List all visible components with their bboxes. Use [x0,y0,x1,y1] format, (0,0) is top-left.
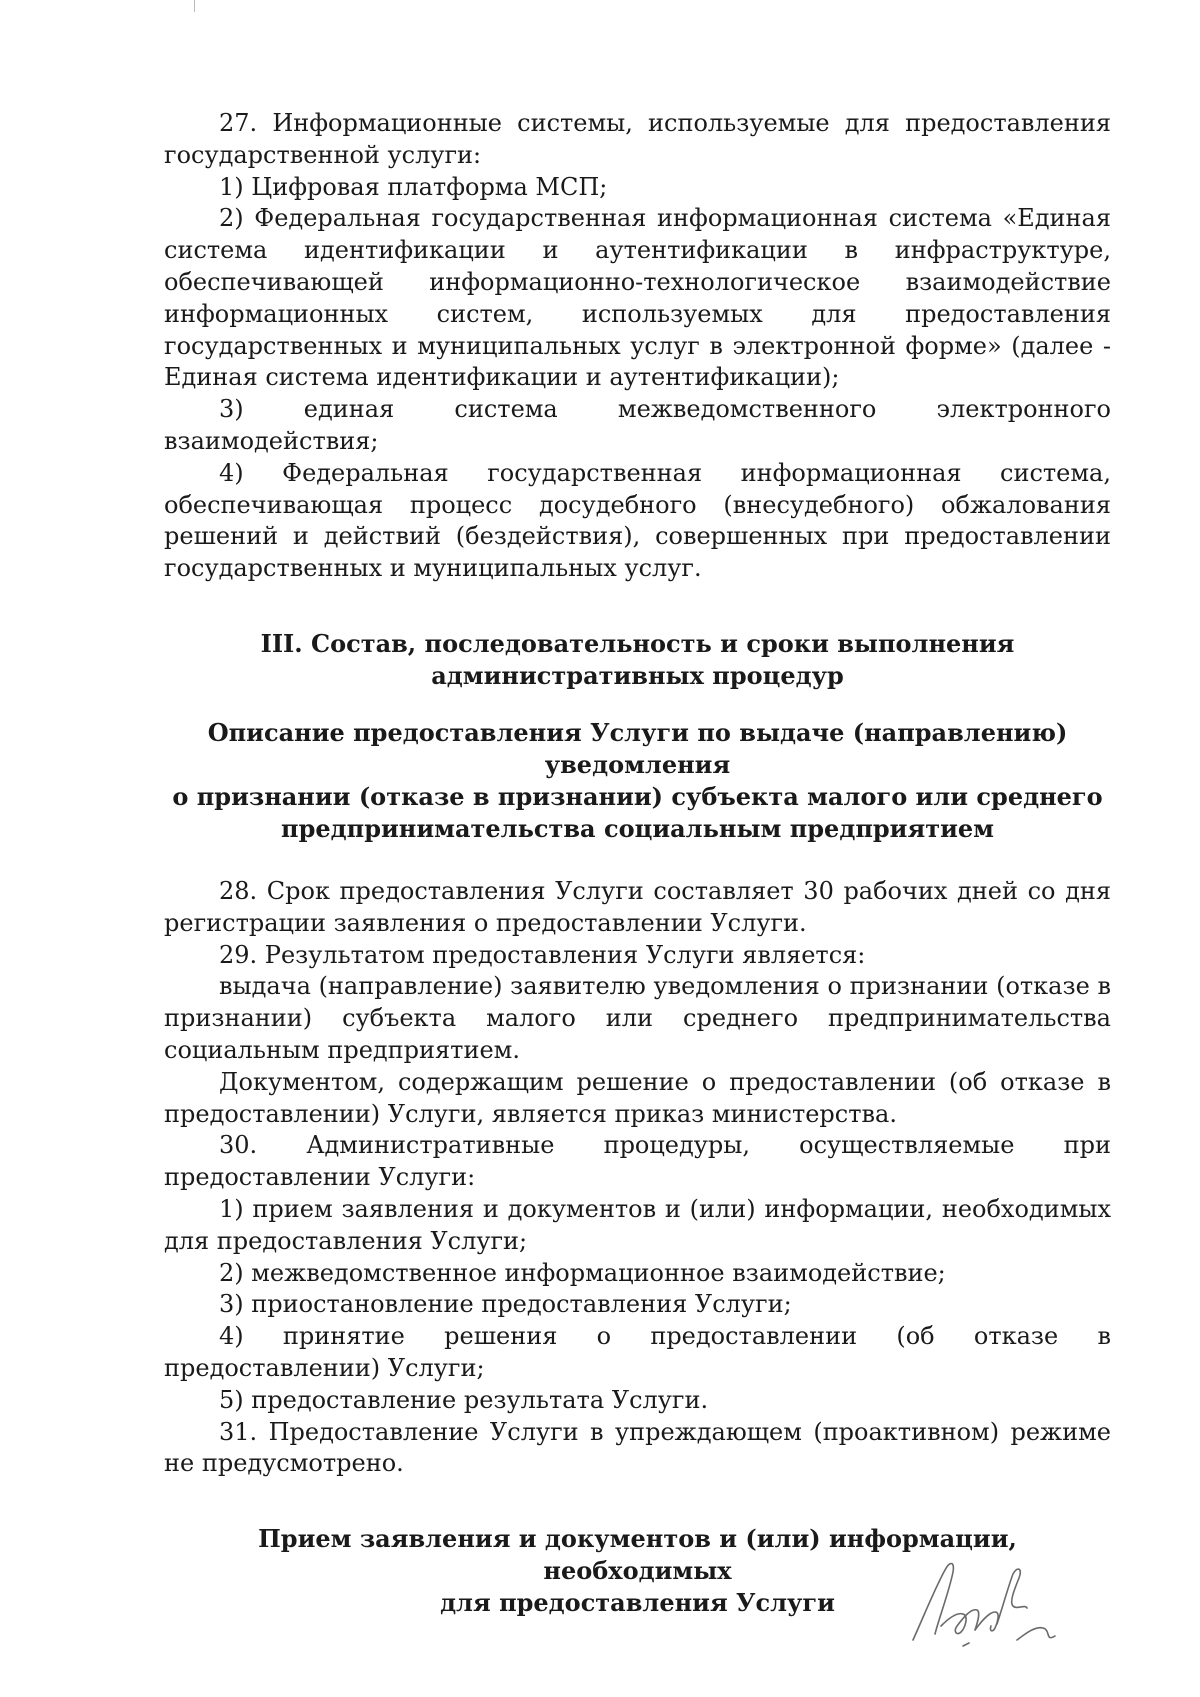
scan-edge-mark [194,0,195,12]
procedure-item-1: 1) прием заявления и документов и (или) информации, необходимых для предоставления Услуги; [164,1194,1111,1255]
list-item-2: 2) Федеральная государственная информационная система «Единая система идентификации и аутентификации в инфраструктуре, обеспечивающей информационно-технологическое взаимодействие информационных систем, используемых для предоставления государственных и муниципальных услуг в электронной форме» (далее - Единая система идентификации и аутентификации); [164,204,1111,392]
procedure-item-4: 4) принятие решения о предоставлении (об отказе в предоставлении) Услуги; [164,1322,1111,1382]
final-title-line-2: для предоставления Услуги [440,1588,835,1618]
paragraph-30: 30. Административные процедуры, осуществляемые при предоставлении Услуги: [164,1131,1111,1192]
paragraph-27: 27. Информационные системы, используемые для предоставления государственной услуги: [164,109,1111,169]
subsection-title-line-3: предпринимательства социальным предприятием [281,813,994,843]
list-item-1: 1) Цифровая платформа МСП; [219,172,608,201]
paragraph-31: 31. Предоставление Услуги в упреждающем (проактивном) режиме не предусмотрено. [164,1417,1111,1478]
section-title [164,628,1111,692]
final-title-line-1: Прием заявления и документов и (или) информации, необходимых [258,1524,1017,1586]
procedure-item-5: 5) предоставление результата Услуги. [219,1385,709,1414]
list-item-3: 3) единая система межведомственного электронного взаимодействия; [164,395,1111,455]
procedure-item-2: 2) межведомственное информационное взаимодействие; [219,1258,946,1287]
paragraph-29: 29. Результатом предоставления Услуги является: [219,940,866,969]
paragraph-29-result: выдача (направление) заявителю уведомления о признании (отказе в признании) субъекта малого или среднего предпринимательства социальным предприятием. [164,972,1111,1064]
section-title-line-2: административных процедур [431,660,844,690]
paragraph-29-document: Документом, содержащим решение о предоставлении (об отказе в предоставлении) Услуги, является приказ министерства. [164,1067,1111,1128]
subsection-title-line-2: о признании (отказе в признании) субъекта малого или среднего [172,781,1103,811]
list-item-4: 4) Федеральная государственная информационная система, обеспечивающая процесс досудебного (внесудебного) обжалования решений и действий (бездействия), совершенных при предоставлении государственных и муниципальных услуг. [164,458,1111,583]
procedure-item-3: 3) приостановление предоставления Услуги; [219,1290,792,1319]
section-title-line-1: III. Состав, последовательность и сроки выполнения [260,628,1015,658]
document-body [164,108,1111,1619]
subsection-title-line-1: Описание предоставления Услуги по выдаче (направлению) уведомления [207,717,1068,779]
paragraph-28: 28. Срок предоставления Услуги составляет 30 рабочих дней со дня регистрации заявления о предоставлении Услуги. [164,876,1111,937]
handwritten-signature [905,1548,1065,1648]
subsection-title [164,717,1111,845]
